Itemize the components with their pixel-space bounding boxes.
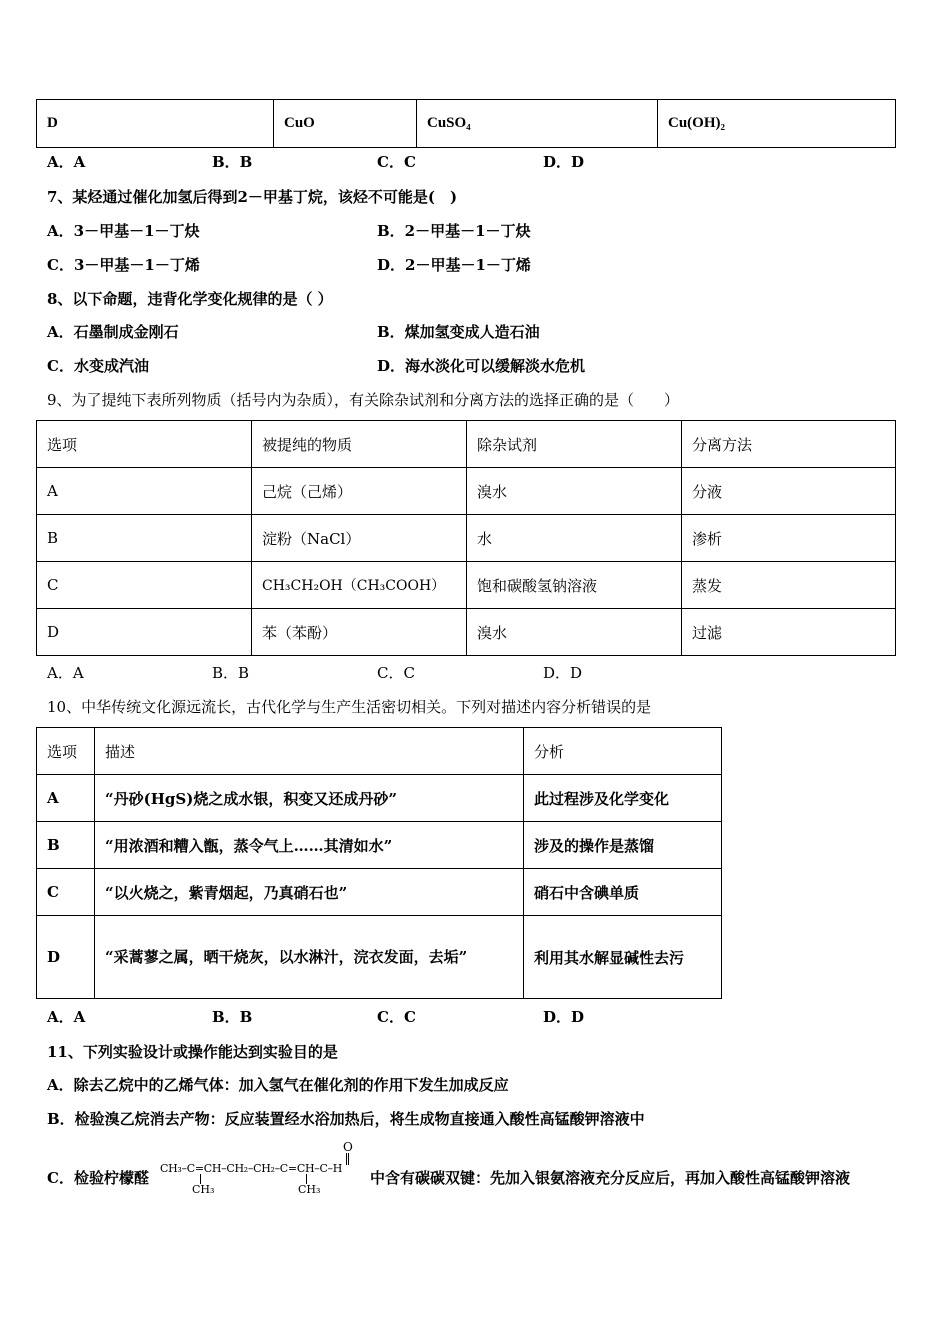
table-row [37, 869, 722, 916]
table-cell: D [37, 100, 274, 148]
table-cell: 涉及的操作是蒸馏 [524, 822, 722, 869]
table-cell: CuO [274, 100, 417, 148]
option-d[interactable]: D．D [543, 1008, 585, 1026]
table-header-cell: 除杂试剂 [467, 421, 682, 468]
table-cell: 利用其水解显碱性去污 [524, 916, 722, 999]
option-d[interactable]: D．海水淡化可以缓解淡水危机 [377, 357, 586, 375]
table-header-cell: 分离方法 [682, 421, 896, 468]
option-c[interactable]: C．C [377, 1008, 416, 1026]
table-header-cell: 被提纯的物质 [252, 421, 467, 468]
table-row [37, 609, 896, 656]
table-header-row [37, 728, 722, 775]
table-cell: 溴水 [467, 609, 682, 656]
citral-structural-formula [160, 1140, 370, 1200]
table-cell: A [37, 775, 95, 822]
table-cell: 分液 [682, 468, 896, 515]
q9-table [36, 420, 896, 656]
table-cell: B [37, 515, 252, 562]
option-b[interactable]: B．B [212, 1008, 253, 1026]
table-row [37, 515, 896, 562]
table-cell: “丹砂(HgS)烧之成水银，积变又还成丹砂” [95, 775, 524, 822]
table-cell: 苯（苯酚） [252, 609, 467, 656]
table-cell: “以火烧之，紫青烟起，乃真硝石也” [95, 869, 524, 916]
table-cell: C [37, 869, 95, 916]
table-cell: 水 [467, 515, 682, 562]
table-cell: Cu(OH)₂ [658, 100, 896, 148]
table-cell: 淀粉（NaCl） [252, 515, 467, 562]
table-cell: C [37, 562, 252, 609]
table-header-cell: 分析 [524, 728, 722, 775]
table-cell: D [37, 916, 95, 999]
formula-methyl-branch: CH₃ [298, 1183, 321, 1196]
option-d[interactable]: D．D [543, 664, 583, 682]
option-b[interactable]: B．煤加氢变成人造石油 [377, 323, 540, 341]
option-c[interactable]: C．水变成汽油 [47, 357, 149, 375]
table-cell: CH₃CH₂OH（CH₃COOH） [252, 562, 467, 609]
option-a[interactable]: A．A [47, 1008, 86, 1026]
q6-table [36, 99, 896, 148]
table-row [37, 100, 896, 148]
table-row [37, 775, 722, 822]
table-header-cell: 选项 [37, 728, 95, 775]
table-row [37, 468, 896, 515]
table-header-cell: 选项 [37, 421, 252, 468]
option-a[interactable]: A．3－甲基－1－丁炔 [47, 222, 200, 240]
formula-oxygen: O [343, 1140, 353, 1154]
option-d[interactable]: D．D [543, 153, 585, 171]
table-row [37, 562, 896, 609]
table-cell: 饱和碳酸氢钠溶液 [467, 562, 682, 609]
option-a[interactable]: A．石墨制成金刚石 [47, 323, 179, 341]
question-stem: 7、某烃通过催化加氢后得到2－甲基丁烷，该烃不可能是( ) [47, 188, 458, 206]
option-c[interactable]: C．C [377, 153, 416, 171]
table-cell: 硝石中含碘单质 [524, 869, 722, 916]
table-cell: CuSO₄ [417, 100, 658, 148]
table-cell: 过滤 [682, 609, 896, 656]
q10-table [36, 727, 722, 999]
option-d[interactable]: D．2－甲基－1－丁烯 [377, 256, 531, 274]
table-header-cell: 描述 [95, 728, 524, 775]
option-c[interactable]: C．C [377, 664, 415, 682]
option-b[interactable]: B．2－甲基－1－丁炔 [377, 222, 531, 240]
question-stem: 10、中华传统文化源远流长，古代化学与生产生活密切相关。下列对描述内容分析错误的是 [47, 698, 652, 716]
option-c[interactable]: C．检验柠檬醛 [47, 1169, 149, 1187]
table-cell: “采蒿蓼之属，晒干烧灰，以水淋汁，浣衣发面，去垢” [95, 916, 524, 999]
table-cell: A [37, 468, 252, 515]
table-cell: 此过程涉及化学变化 [524, 775, 722, 822]
table-cell: D [37, 609, 252, 656]
option-a[interactable]: A．除去乙烷中的乙烯气体：加入氢气在催化剂的作用下发生加成反应 [47, 1076, 509, 1094]
table-row [37, 916, 722, 999]
question-stem: 8、以下命题，违背化学变化规律的是（ ） [47, 290, 333, 308]
option-c[interactable]: C．3－甲基－1－丁烯 [47, 256, 200, 274]
option-b[interactable]: B．B [212, 153, 253, 171]
table-cell: B [37, 822, 95, 869]
formula-methyl-branch: CH₃ [192, 1183, 215, 1196]
table-cell: 己烷（己烯） [252, 468, 467, 515]
question-stem: 9、为了提纯下表所列物质（括号内为杂质），有关除杂试剂和分离方法的选择正确的是（ ） [47, 391, 680, 409]
table-row [37, 822, 722, 869]
option-a[interactable]: A．A [47, 153, 86, 171]
table-cell: 溴水 [467, 468, 682, 515]
table-cell: 蒸发 [682, 562, 896, 609]
double-bond-line [346, 1153, 349, 1165]
option-b[interactable]: B．检验溴乙烷消去产物：反应装置经水浴加热后，将生成物直接通入酸性高锰酸钾溶液中 [47, 1110, 645, 1128]
option-a[interactable]: A．A [47, 664, 84, 682]
option-b[interactable]: B．B [212, 664, 250, 682]
table-cell: 渗析 [682, 515, 896, 562]
question-stem: 11、下列实验设计或操作能达到实验目的是 [47, 1043, 338, 1061]
formula-main-chain: CH₃–C=CH–CH₂–CH₂–C=CH–C–H [160, 1162, 343, 1175]
option-c-continued: 中含有碳碳双键：先加入银氨溶液充分反应后，再加入酸性高锰酸钾溶液 [370, 1169, 851, 1187]
table-cell: “用浓酒和糟入甑，蒸令气上……其清如水” [95, 822, 524, 869]
table-header-row [37, 421, 896, 468]
